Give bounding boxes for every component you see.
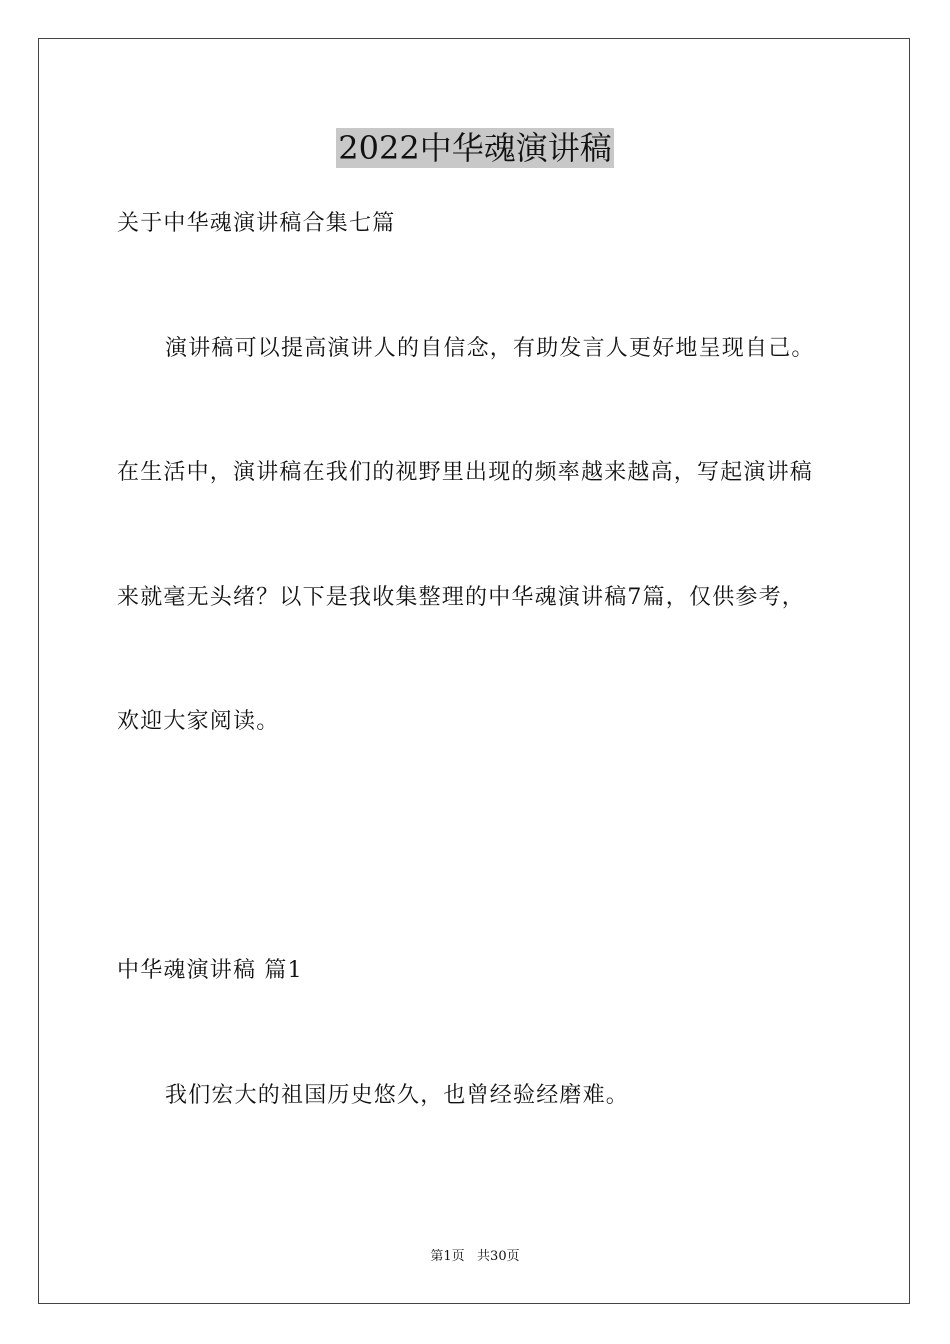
title-container [0, 128, 950, 168]
document-subtitle: 关于中华魂演讲稿合集七篇 [117, 211, 396, 236]
section-heading: 中华魂演讲稿 篇1 [117, 958, 303, 983]
paragraph-1-line-1: 演讲稿可以提高演讲人的自信念，有助发言人更好地呈现自己。 [165, 336, 815, 361]
paragraph-2-line-1: 我们宏大的祖国历史悠久，也曾经验经磨难。 [165, 1083, 630, 1108]
document-title: 2022中华魂演讲稿 [338, 129, 612, 167]
page-footer: 第1页 共30页 [430, 1249, 520, 1264]
paragraph-1-line-2: 在生活中，演讲稿在我们的视野里出现的频率越来越高，写起演讲稿 [117, 460, 814, 485]
paragraph-1-line-3: 来就毫无头绪？以下是我收集整理的中华魂演讲稿7篇，仅供参考， [117, 585, 805, 610]
paragraph-1-line-4: 欢迎大家阅读。 [117, 709, 280, 734]
